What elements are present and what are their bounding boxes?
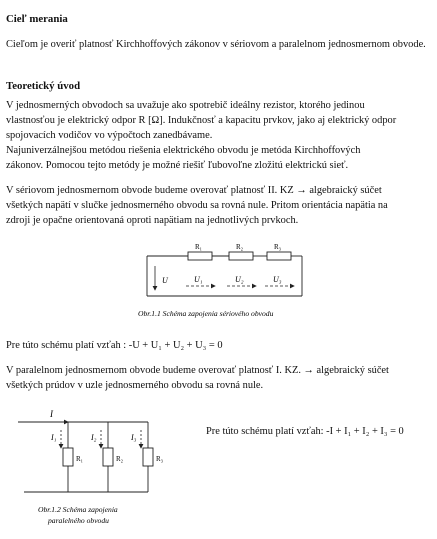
goal-text: Cieľom je overiť platnosť Kirchhoffových zákonov v sériovom a paralelnom jednosmernom obvode. xyxy=(6,39,426,50)
label-u: U xyxy=(162,276,168,285)
resistor-r3 xyxy=(267,252,291,260)
resistor-r3-parallel xyxy=(143,448,153,466)
label-i1: I₁ xyxy=(51,433,57,442)
label-i3: I₃ xyxy=(131,433,137,442)
theory-heading: Teoretický úvod xyxy=(6,80,81,92)
series-circuit-diagram xyxy=(138,238,318,332)
label-r3: R₃ xyxy=(274,243,282,251)
theory-line-5: zákonov. Pomocou tejto metódy je možné riešiť ľubovoľne zložitú elektrickú sieť. xyxy=(6,160,349,171)
figure-2-caption-line-1: Obr.1.2 Schéma zapojenia xyxy=(38,505,118,514)
label-i2: I₂ xyxy=(91,433,97,442)
series-line-1: V sériovom jednosmernom obvode budeme overovať platnosť II. KZ → algebraický súčet xyxy=(6,185,382,196)
parallel-line-1: V paralelnom jednosmernom obvode budeme overovať platnosť I. KZ. → algebraický súčet xyxy=(6,365,389,376)
series-line-3: zdroji je opačne orientovaná oproti napätiam na jednotlivých prvkoch. xyxy=(6,215,299,226)
theory-line-2: vlastnosťou je elektrický odpor R [Ω]. Indukčnosť a kapacitu prvkov, jako aj elektrický odpor xyxy=(6,115,397,126)
label-r3-parallel: R₃ xyxy=(156,455,164,463)
label-r2-parallel: R₂ xyxy=(116,455,124,463)
figure-2-caption-line-2: paralelného obvodu xyxy=(48,516,109,525)
label-r1: R₁ xyxy=(195,243,203,251)
label-r2: R₂ xyxy=(236,243,244,251)
formula-parallel: Pre túto schému platí vzťah: -I + I₁ + I₂ + I₃ = 0 xyxy=(206,426,404,437)
label-r1-parallel: R₁ xyxy=(76,455,84,463)
label-u1: U₁ xyxy=(194,275,203,284)
label-i: I xyxy=(50,409,53,419)
label-u3: U₃ xyxy=(273,275,282,284)
label-u2: U₂ xyxy=(235,275,244,284)
parallel-circuit-diagram xyxy=(18,402,178,536)
series-line-2: všetkých napätí v slučke jednosmerného obvodu sa rovná nule. Pritom orientácia napätia na xyxy=(6,200,388,211)
resistor-r1-parallel xyxy=(63,448,73,466)
goal-heading: Cieľ merania xyxy=(6,13,68,25)
figure-1-caption: Obr.1.1 Schéma zapojenia sériového obvodu xyxy=(138,309,274,318)
theory-line-1: V jednosmerných obvodoch sa uvažuje ako spotrebič ideálny rezistor, ktorého jedinou xyxy=(6,100,365,111)
parallel-line-2: všetkých prúdov v uzle jednosmerného obvodu sa rovná nule. xyxy=(6,380,264,391)
resistor-r2 xyxy=(229,252,253,260)
theory-line-4: Najuniverzálnejšou metódou riešenia elektrického obvodu je metóda Kirchhoffových xyxy=(6,145,361,156)
formula-series: Pre túto schému platí vzťah : -U + U₁ + U₂ + U₃ = 0 xyxy=(6,340,223,351)
resistor-r1 xyxy=(188,252,212,260)
resistor-r2-parallel xyxy=(103,448,113,466)
theory-line-3: spojovacích vodičov vo výpočtoch zanedbávame. xyxy=(6,130,213,141)
